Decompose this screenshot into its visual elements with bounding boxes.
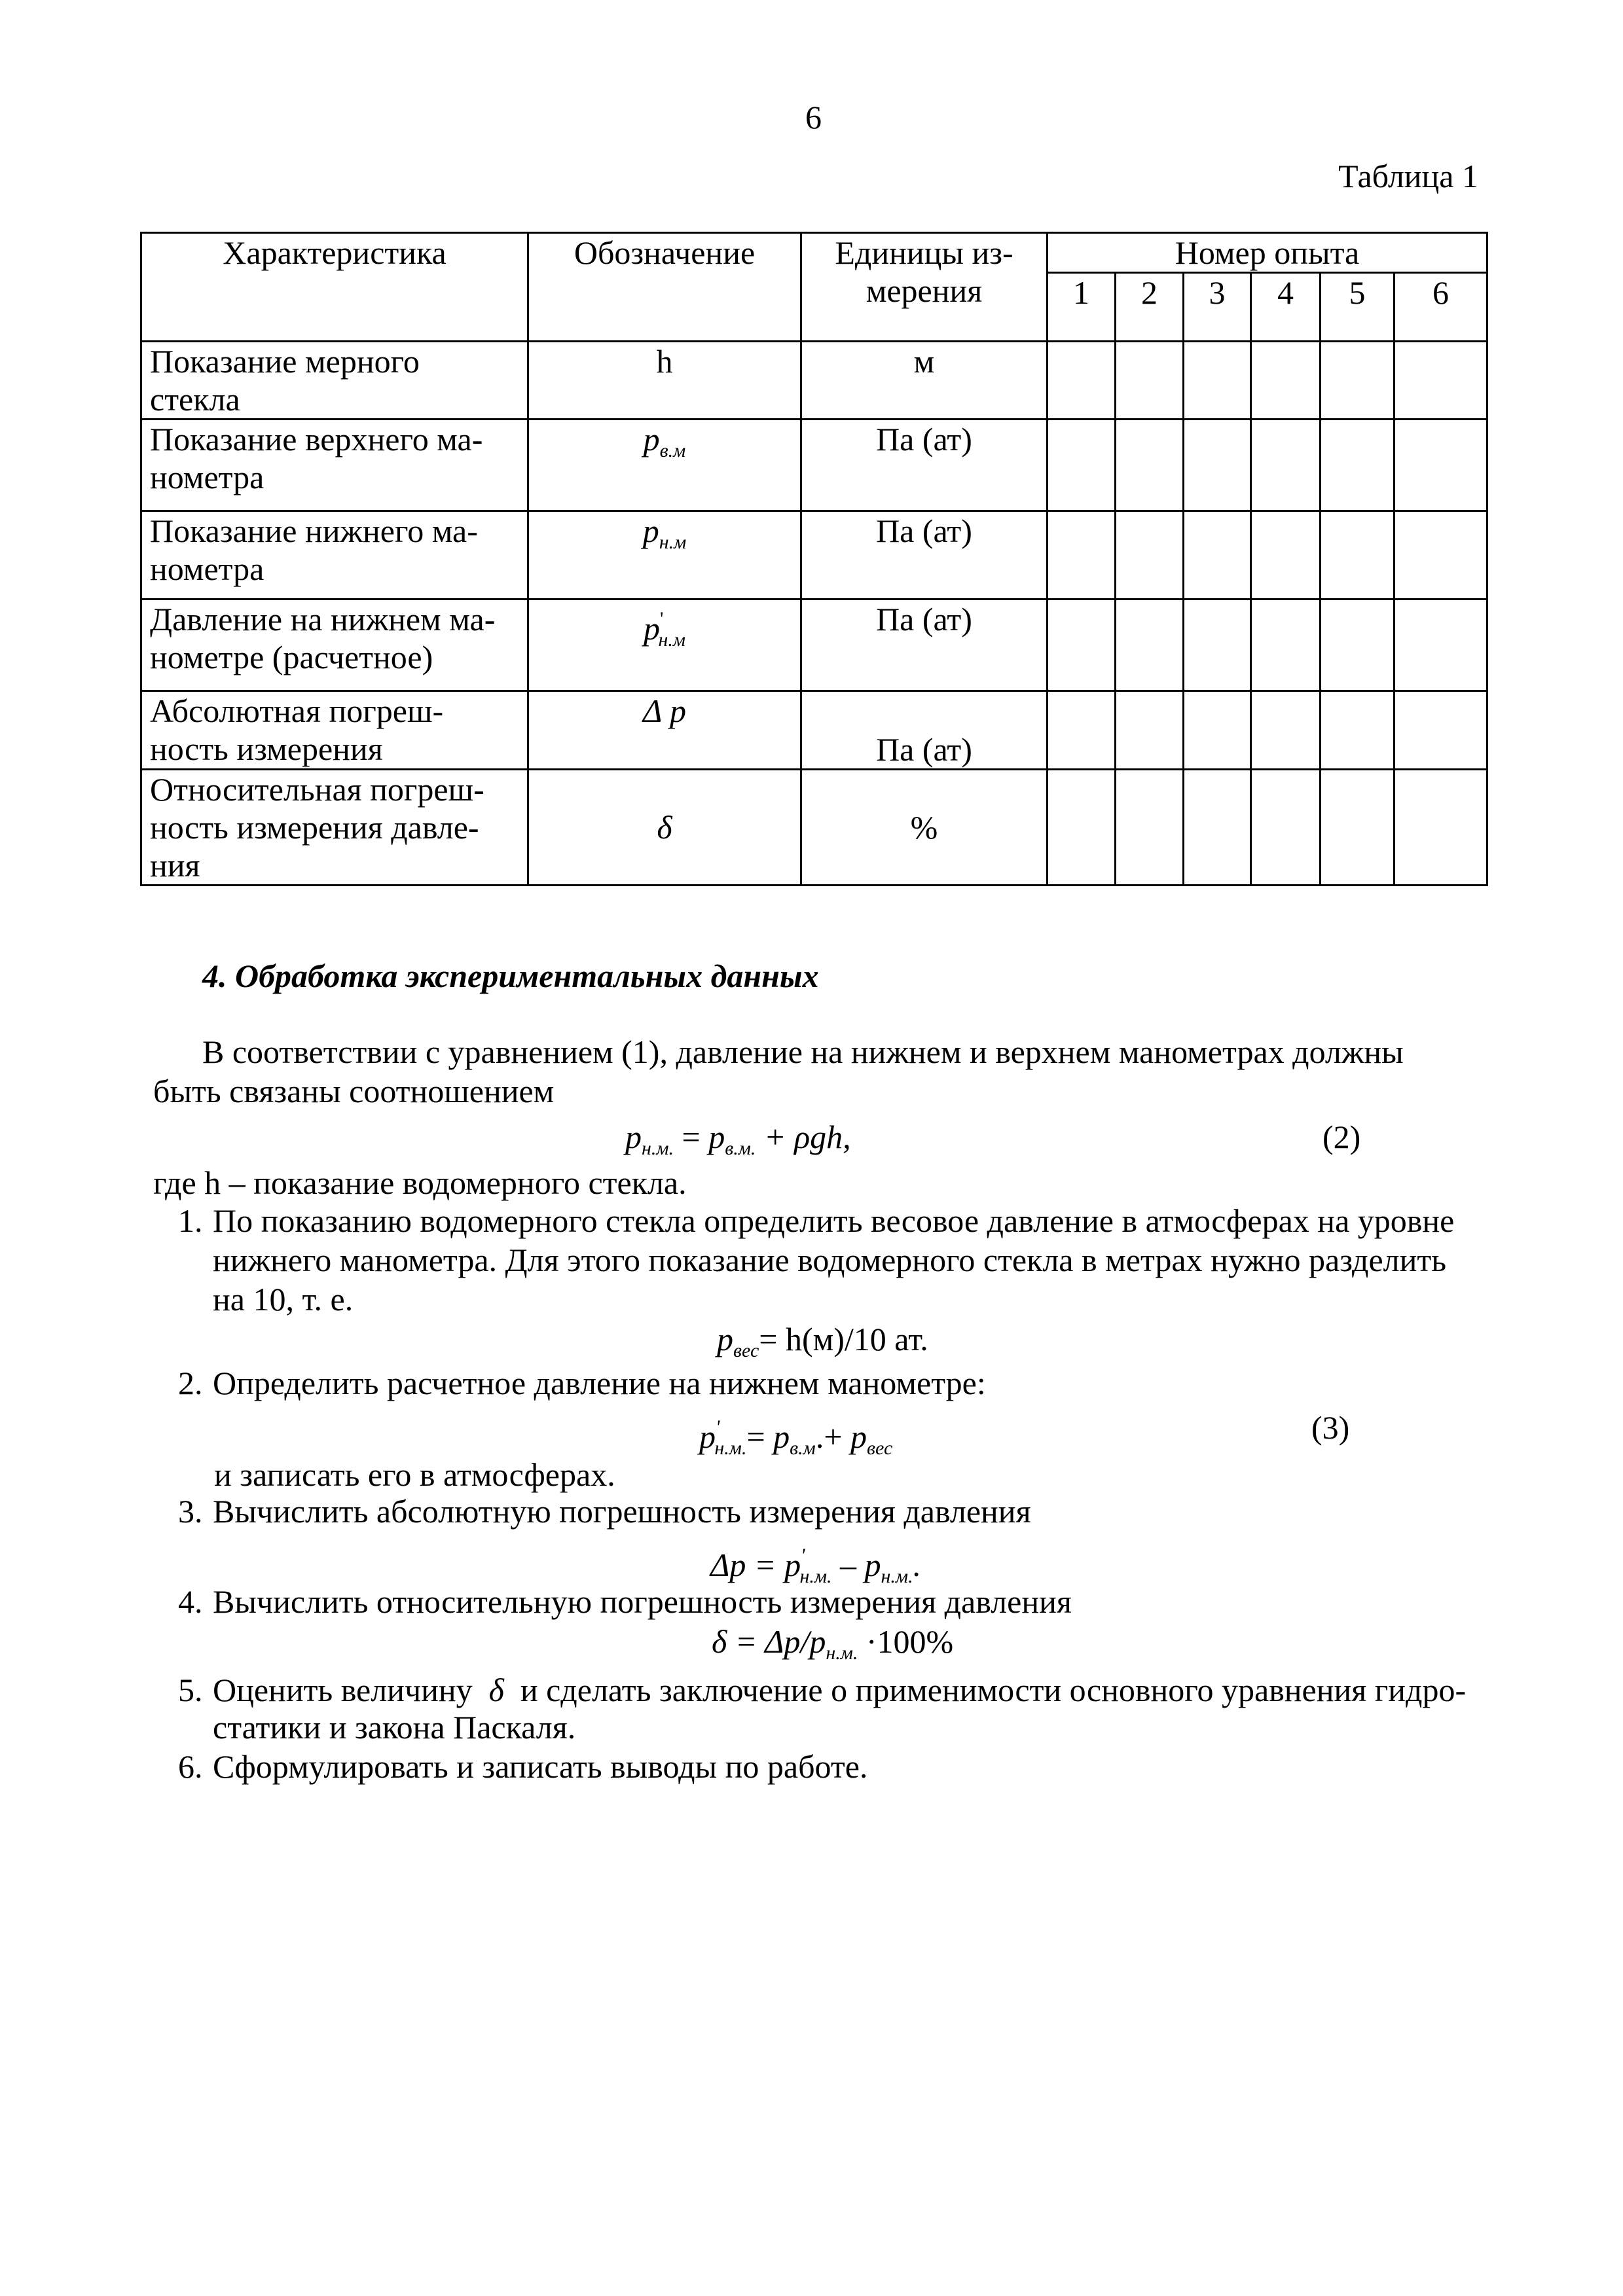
designation-cell: δ bbox=[528, 770, 801, 886]
header-exp-2: 2 bbox=[1116, 273, 1184, 342]
characteristic-cell: Относительная погреш- ность измерения давле- ния bbox=[141, 770, 528, 886]
experiment-value-cell[interactable] bbox=[1251, 770, 1321, 886]
step-2-line-1: Определить расчетное давление на нижнем манометре: bbox=[213, 1365, 986, 1401]
table-row bbox=[141, 420, 1487, 511]
experiment-value-cell[interactable] bbox=[1116, 420, 1184, 511]
step-5-num: 5. bbox=[178, 1672, 203, 1708]
experiment-value-cell[interactable] bbox=[1048, 691, 1116, 770]
experiment-value-cell[interactable] bbox=[1395, 511, 1487, 600]
equation-dp: $\Delta p = p'_{н.м.} - p_{н.м.}$. bbox=[710, 1545, 922, 1587]
step-5-line-2: статики и закона Паскаля. bbox=[213, 1709, 576, 1746]
unit-cell: Па (ат) bbox=[801, 691, 1048, 770]
experiment-value-cell[interactable] bbox=[1321, 600, 1395, 691]
experiment-value-cell[interactable] bbox=[1395, 342, 1487, 420]
table-row bbox=[141, 600, 1487, 691]
delta-symbol: δ bbox=[488, 1672, 504, 1708]
experiment-value-cell[interactable] bbox=[1395, 770, 1487, 886]
unit-cell: % bbox=[801, 770, 1048, 886]
step-6-line-1: Сформулировать и записать выводы по работе. bbox=[213, 1748, 868, 1785]
characteristic-cell: Абсолютная погреш- ность измерения bbox=[141, 691, 528, 770]
step-3-line-1: Вычислить абсолютную погрешность измерения давления bbox=[213, 1493, 1031, 1530]
experiment-value-cell[interactable] bbox=[1116, 600, 1184, 691]
table-row bbox=[141, 770, 1487, 886]
step-1-line-3: на 10, т. е. bbox=[213, 1281, 354, 1318]
intro-line-2: быть связаны соотношением bbox=[153, 1073, 555, 1109]
step-1-line-1: По показанию водомерного стекла определить весовое давление в атмосферах на уровне bbox=[213, 1202, 1455, 1239]
experiment-value-cell[interactable] bbox=[1321, 691, 1395, 770]
page-number: 6 bbox=[805, 99, 822, 135]
data-table bbox=[140, 232, 1488, 886]
designation-cell: $p_{н.м}$ bbox=[528, 511, 801, 600]
unit-cell: Па (ат) bbox=[801, 420, 1048, 511]
characteristic-cell: Давление на нижнем ма- нометре (расчетное) bbox=[141, 600, 528, 691]
table-row bbox=[141, 691, 1487, 770]
characteristic-cell: Показание верхнего ма- нометра bbox=[141, 420, 528, 511]
table-row bbox=[141, 342, 1487, 420]
header-designation: Обозначение bbox=[528, 233, 801, 342]
experiment-value-cell[interactable] bbox=[1048, 342, 1116, 420]
designation-cell: $p'_{н.м}$ bbox=[528, 600, 801, 691]
experiment-value-cell[interactable] bbox=[1184, 511, 1251, 600]
unit-cell: Па (ат) bbox=[801, 511, 1048, 600]
characteristic-cell: Показание мерного стекла bbox=[141, 342, 528, 420]
unit-cell: Па (ат) bbox=[801, 600, 1048, 691]
experiment-value-cell[interactable] bbox=[1321, 342, 1395, 420]
step-2-num: 2. bbox=[178, 1365, 203, 1401]
header-units: Единицы из- мерения bbox=[801, 233, 1048, 342]
experiment-value-cell[interactable] bbox=[1116, 511, 1184, 600]
experiment-value-cell[interactable] bbox=[1184, 691, 1251, 770]
header-experiment-number: Номер опыта bbox=[1048, 233, 1487, 273]
equation-2: $p_{н.м.} = p_{в.м.} + \rho gh$, bbox=[625, 1119, 851, 1159]
header-characteristic: Характеристика bbox=[141, 233, 528, 342]
experiment-value-cell[interactable] bbox=[1048, 511, 1116, 600]
designation-cell: Δ p bbox=[528, 691, 801, 770]
equation-3-number: (3) bbox=[1311, 1409, 1350, 1446]
designation-cell: $p_{в.м}$ bbox=[528, 420, 801, 511]
experiment-value-cell[interactable] bbox=[1184, 600, 1251, 691]
experiment-value-cell[interactable] bbox=[1048, 600, 1116, 691]
header-exp-5: 5 bbox=[1321, 273, 1395, 342]
step-4-line-1: Вычислить относительную погрешность измерения давления bbox=[213, 1583, 1072, 1620]
experiment-value-cell[interactable] bbox=[1395, 420, 1487, 511]
equation-pves: $p_{вес}= h(м)/10$ ат. bbox=[717, 1321, 928, 1361]
experiment-value-cell[interactable] bbox=[1321, 420, 1395, 511]
equation-3-note: и записать его в атмосферах. bbox=[214, 1456, 615, 1493]
where-text: где h – показание водомерного стекла. bbox=[153, 1164, 687, 1201]
experiment-value-cell[interactable] bbox=[1251, 420, 1321, 511]
intro-line-1: В соответствии с уравнением (1), давление на нижнем и верхнем манометрах должны bbox=[202, 1033, 1404, 1070]
characteristic-cell: Показание нижнего ма- нометра bbox=[141, 511, 528, 600]
experiment-value-cell[interactable] bbox=[1184, 420, 1251, 511]
experiment-value-cell[interactable] bbox=[1251, 600, 1321, 691]
experiment-value-cell[interactable] bbox=[1251, 342, 1321, 420]
experiment-value-cell[interactable] bbox=[1321, 511, 1395, 600]
experiment-value-cell[interactable] bbox=[1251, 691, 1321, 770]
experiment-value-cell[interactable] bbox=[1048, 420, 1116, 511]
experiment-value-cell[interactable] bbox=[1116, 342, 1184, 420]
experiment-value-cell[interactable] bbox=[1116, 770, 1184, 886]
table-row bbox=[141, 511, 1487, 600]
step-6-num: 6. bbox=[178, 1748, 203, 1785]
experiment-value-cell[interactable] bbox=[1251, 511, 1321, 600]
equation-2-number: (2) bbox=[1322, 1119, 1361, 1155]
step-4-num: 4. bbox=[178, 1583, 203, 1620]
header-exp-6: 6 bbox=[1395, 273, 1487, 342]
experiment-value-cell[interactable] bbox=[1116, 691, 1184, 770]
step-1-num: 1. bbox=[178, 1202, 203, 1239]
header-exp-1: 1 bbox=[1048, 273, 1116, 342]
table-caption: Таблица 1 bbox=[1338, 158, 1478, 194]
experiment-value-cell[interactable] bbox=[1395, 691, 1487, 770]
equation-delta: $\delta = \Delta p/p_{н.м.} \cdot 100\%$ bbox=[712, 1623, 954, 1664]
experiment-value-cell[interactable] bbox=[1184, 342, 1251, 420]
unit-cell: м bbox=[801, 342, 1048, 420]
step-5-line-1: Оценить величину δ и сделать заключение о применимости основного уравнения гидро- bbox=[213, 1672, 1467, 1708]
equation-3: $p'_{н.м.}= p_{в.м}.+ p_{вес}$ bbox=[699, 1416, 893, 1459]
experiment-value-cell[interactable] bbox=[1048, 770, 1116, 886]
step-1-line-2: нижнего манометра. Для этого показание водомерного стекла в метрах нужно разделить bbox=[213, 1242, 1447, 1278]
experiment-value-cell[interactable] bbox=[1321, 770, 1395, 886]
experiment-value-cell[interactable] bbox=[1395, 600, 1487, 691]
experiment-value-cell[interactable] bbox=[1184, 770, 1251, 886]
header-exp-4: 4 bbox=[1251, 273, 1321, 342]
step-3-num: 3. bbox=[178, 1493, 203, 1530]
section-heading: 4. Обработка экспериментальных данных bbox=[202, 958, 819, 994]
header-exp-3: 3 bbox=[1184, 273, 1251, 342]
designation-cell: h bbox=[528, 342, 801, 420]
